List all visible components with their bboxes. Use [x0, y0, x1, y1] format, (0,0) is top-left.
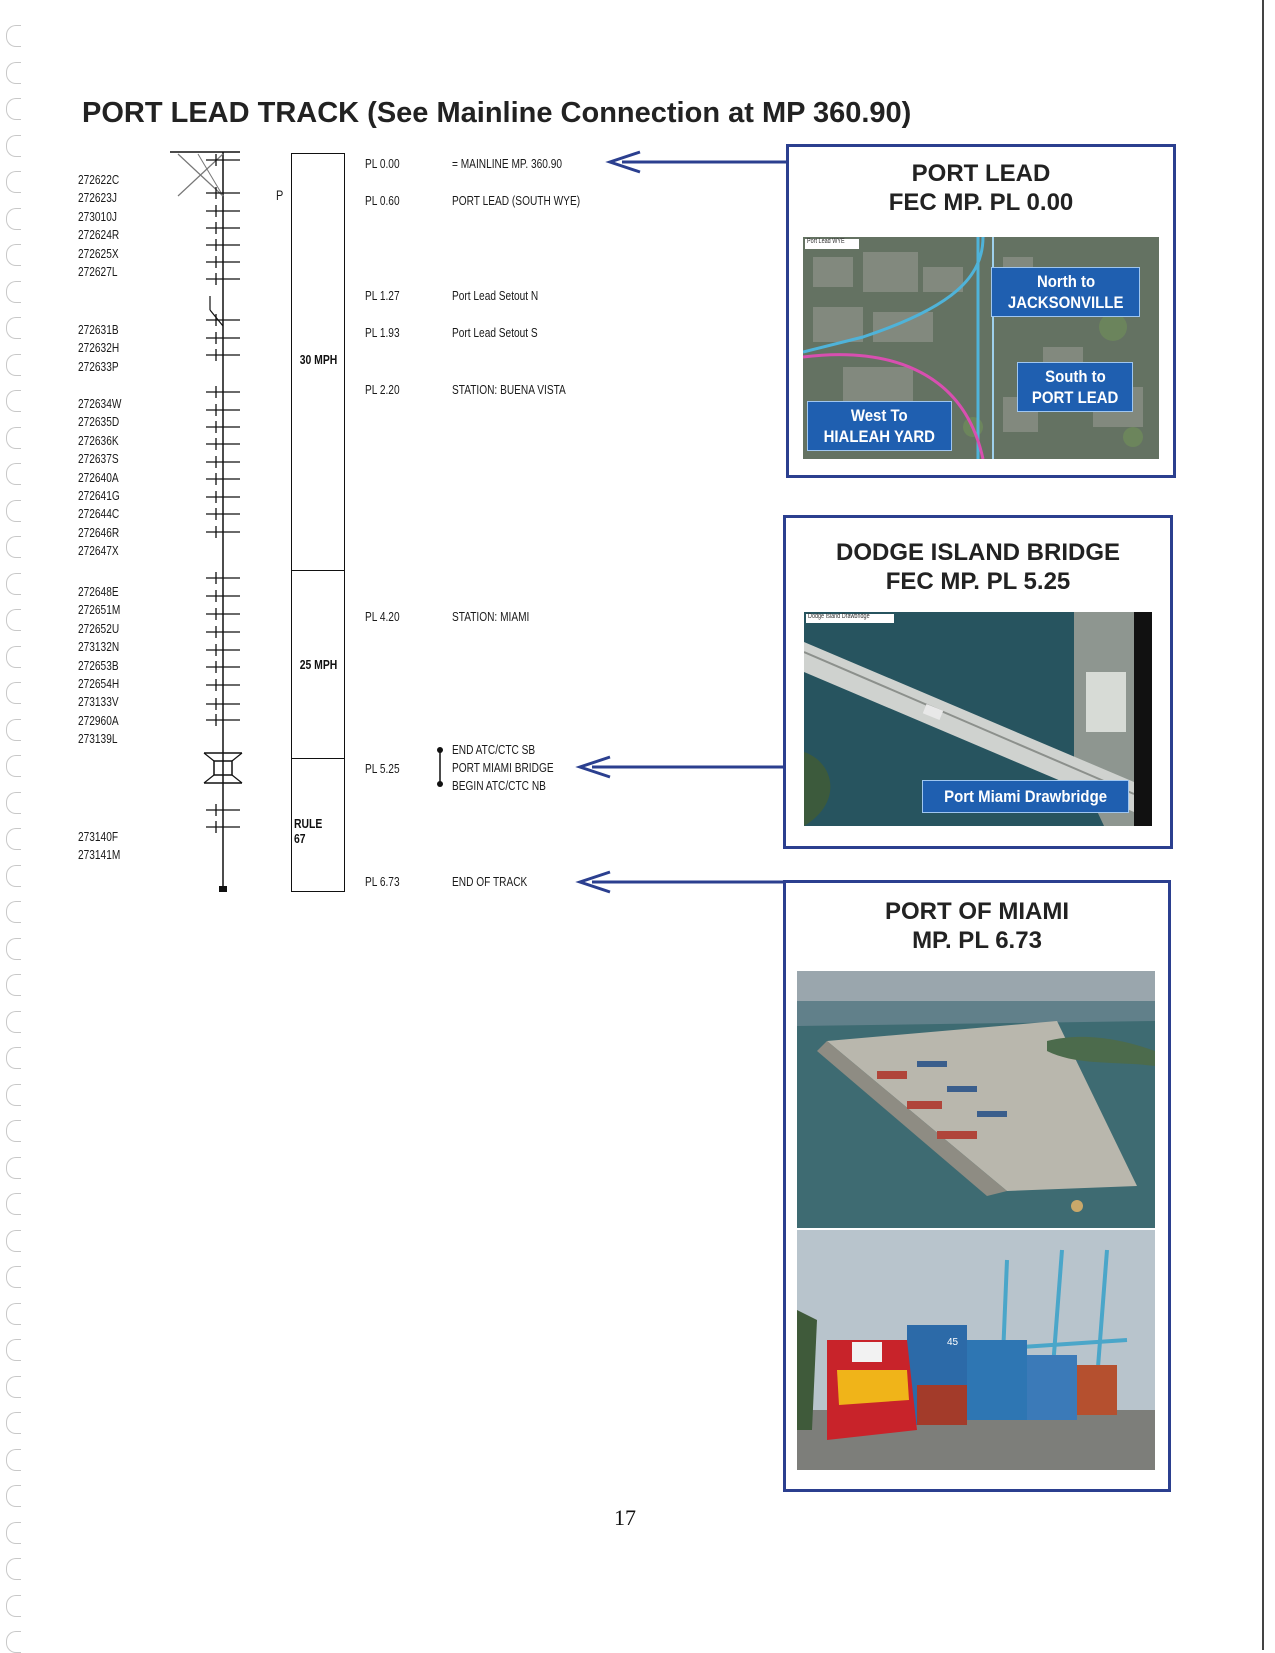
page-number: 17	[614, 1505, 636, 1530]
binding-ring	[6, 1558, 21, 1580]
binding-ring	[6, 1157, 21, 1179]
crossing-number: 272651M	[78, 602, 121, 618]
crossing-number: 272647X	[78, 543, 119, 559]
crossing-list-group-5	[78, 828, 120, 865]
speed-zone-rule67: RULE 67	[294, 816, 323, 846]
crossing-number: 272648E	[78, 584, 119, 599]
binding-ring	[6, 171, 21, 193]
crossing-number: 273141M	[78, 847, 121, 863]
binding-ring	[6, 25, 21, 47]
binding-ring	[6, 1011, 21, 1033]
milepost-pl-6-73: PL 6.73	[365, 874, 400, 889]
desc-port-miami-bridge: PORT MIAMI BRIDGE	[452, 760, 554, 775]
desc-miami: STATION: MIAMI	[452, 609, 530, 624]
milepost-pl-1-93: PL 1.93	[365, 325, 400, 340]
crossing-number: 272622C	[78, 172, 120, 187]
binding-ring	[6, 646, 21, 668]
binding-ring	[6, 98, 21, 120]
binding-ring	[6, 1595, 21, 1617]
binding-ring	[6, 354, 21, 376]
binding-ring	[6, 938, 21, 960]
desc-setout-n: Port Lead Setout N	[452, 288, 539, 303]
binding-ring	[6, 1047, 21, 1069]
crossing-number: 272635D	[78, 414, 120, 430]
binding-ring	[6, 1376, 21, 1398]
signal-bracket	[434, 742, 446, 792]
port-lead-photo-box	[786, 144, 1176, 478]
crossing-number: 272623J	[78, 190, 117, 206]
crossing-list-group-4	[78, 583, 120, 749]
binding-ring	[6, 427, 21, 449]
milepost-pl-1-27: PL 1.27	[365, 288, 400, 303]
port-of-miami-train-photo	[797, 1230, 1155, 1470]
crossing-number: 272632H	[78, 340, 120, 356]
desc-begin-atc: BEGIN ATC/CTC NB	[452, 778, 546, 793]
port-lead-aerial-map	[803, 237, 1159, 459]
desc-south-wye: PORT LEAD (SOUTH WYE)	[452, 193, 581, 208]
milepost-pl-0-00: PL 0.00	[365, 156, 400, 171]
crossing-list-group-1	[78, 171, 119, 281]
crossing-number: 272625X	[78, 245, 119, 261]
desc-end-atc: END ATC/CTC SB	[452, 742, 536, 757]
crossing-number: 273139L	[78, 731, 118, 747]
binding-ring	[6, 62, 21, 84]
port-of-miami-photo-box	[783, 880, 1171, 1492]
crossing-list-group-2	[78, 321, 119, 376]
page-title-subtitle: (See Mainline Connection at MP 360.90)	[367, 97, 912, 129]
speed-divider	[292, 570, 344, 571]
page-title-main: PORT LEAD TRACK	[82, 97, 360, 129]
binding-ring	[6, 609, 21, 631]
binding-ring	[6, 1266, 21, 1288]
binding-ring	[6, 1084, 21, 1106]
binding-ring	[6, 755, 21, 777]
port-of-miami-box-subtitle: MP. PL 6.73	[912, 927, 1042, 954]
crossing-number: 272654H	[78, 676, 120, 692]
port-lead-box-title: PORT LEAD	[911, 160, 1051, 187]
speed-zone-25: 25 MPH	[299, 657, 337, 672]
desc-mainline: = MAINLINE MP. 360.90	[452, 156, 563, 171]
dodge-island-box-subtitle: FEC MP. PL 5.25	[885, 568, 1071, 595]
dodge-island-box-title: DODGE ISLAND BRIDGE	[835, 539, 1120, 566]
crossing-number: 272631B	[78, 322, 119, 337]
binding-ring	[6, 792, 21, 814]
crossing-number: 273133V	[78, 694, 119, 710]
binding-ring	[6, 1449, 21, 1471]
binding-ring	[6, 536, 21, 558]
track-diagram	[168, 148, 248, 896]
dodge-island-photo-box	[783, 515, 1173, 849]
crossing-number: 272640A	[78, 469, 119, 485]
milepost-pl-4-20: PL 4.20	[365, 609, 400, 624]
crossing-number: 273132N	[78, 639, 120, 655]
milepost-pl-5-25: PL 5.25	[365, 761, 400, 776]
crossing-number: 272653B	[78, 657, 119, 673]
binding-ring	[6, 974, 21, 996]
binding-ring	[6, 1193, 21, 1215]
crossing-number: 272633P	[78, 358, 119, 374]
binding-ring	[6, 135, 21, 157]
crossing-number: 272627L	[78, 264, 118, 280]
binding-ring	[6, 1412, 21, 1434]
binding-ring	[6, 281, 21, 303]
desc-setout-s: Port Lead Setout S	[452, 325, 538, 340]
pin-west-hialeah-yard: West To HIALEAH YARD	[807, 401, 952, 451]
port-aerial-graphic	[797, 971, 1155, 1228]
binding-ring	[6, 865, 21, 887]
binding-ring	[6, 573, 21, 595]
crossing-number: 272641G	[78, 488, 120, 504]
binding-ring	[6, 208, 21, 230]
desc-end-of-track: END OF TRACK	[452, 874, 528, 889]
port-lead-map-caption: Port Lead WYE	[807, 238, 845, 245]
crossing-number: 273140F	[78, 829, 119, 844]
crossing-number: 272644C	[78, 506, 120, 522]
port-lead-box-subtitle: FEC MP. PL 0.00	[888, 189, 1074, 216]
speed-zone-30: 30 MPH	[299, 352, 337, 367]
crossing-number: 272634W	[78, 396, 122, 411]
milepost-pl-2-20: PL 2.20	[365, 382, 400, 397]
dodge-island-aerial-photo	[804, 612, 1152, 826]
crossing-number: 272646R	[78, 524, 120, 540]
pin-port-miami-drawbridge: Port Miami Drawbridge	[922, 780, 1129, 813]
binding-ring	[6, 1522, 21, 1544]
port-of-miami-aerial-photo	[797, 971, 1155, 1228]
crossing-list-group-3	[78, 395, 121, 561]
crossing-number: 273010J	[78, 208, 117, 224]
speed-column	[291, 153, 345, 892]
track-marker-p: P	[276, 187, 284, 203]
spiral-binding	[0, 0, 40, 1650]
desc-buena-vista: STATION: BUENA VISTA	[452, 382, 566, 397]
binding-ring	[6, 390, 21, 412]
binding-ring	[6, 1303, 21, 1325]
binding-ring	[6, 828, 21, 850]
binding-ring	[6, 1339, 21, 1361]
binding-ring	[6, 1485, 21, 1507]
binding-ring	[6, 500, 21, 522]
binding-ring	[6, 1230, 21, 1252]
binding-ring	[6, 463, 21, 485]
dodge-island-map-caption: Dodge Island Drawbridge	[808, 613, 870, 620]
crossing-number: 272637S	[78, 451, 119, 467]
page-edge-rule	[1262, 0, 1264, 1650]
binding-ring	[6, 1120, 21, 1142]
speed-divider	[292, 758, 344, 759]
crossing-number: 272636K	[78, 432, 119, 448]
crossing-number: 272960A	[78, 712, 119, 728]
binding-ring	[6, 719, 21, 741]
binding-ring	[6, 317, 21, 339]
train-photo-graphic	[797, 1230, 1155, 1470]
binding-ring	[6, 682, 21, 704]
crossing-number: 272624R	[78, 227, 120, 243]
page-title	[82, 97, 911, 130]
pin-north-jacksonville: North to JACKSONVILLE	[991, 267, 1140, 317]
pin-south-port-lead: South to PORT LEAD	[1017, 362, 1133, 412]
crossing-number: 272652U	[78, 620, 120, 636]
port-of-miami-box-title: PORT OF MIAMI	[885, 898, 1069, 925]
binding-ring	[6, 901, 21, 923]
binding-ring	[6, 244, 21, 266]
milepost-pl-0-60: PL 0.60	[365, 193, 400, 208]
locomotive-number: 45	[947, 1337, 959, 1348]
